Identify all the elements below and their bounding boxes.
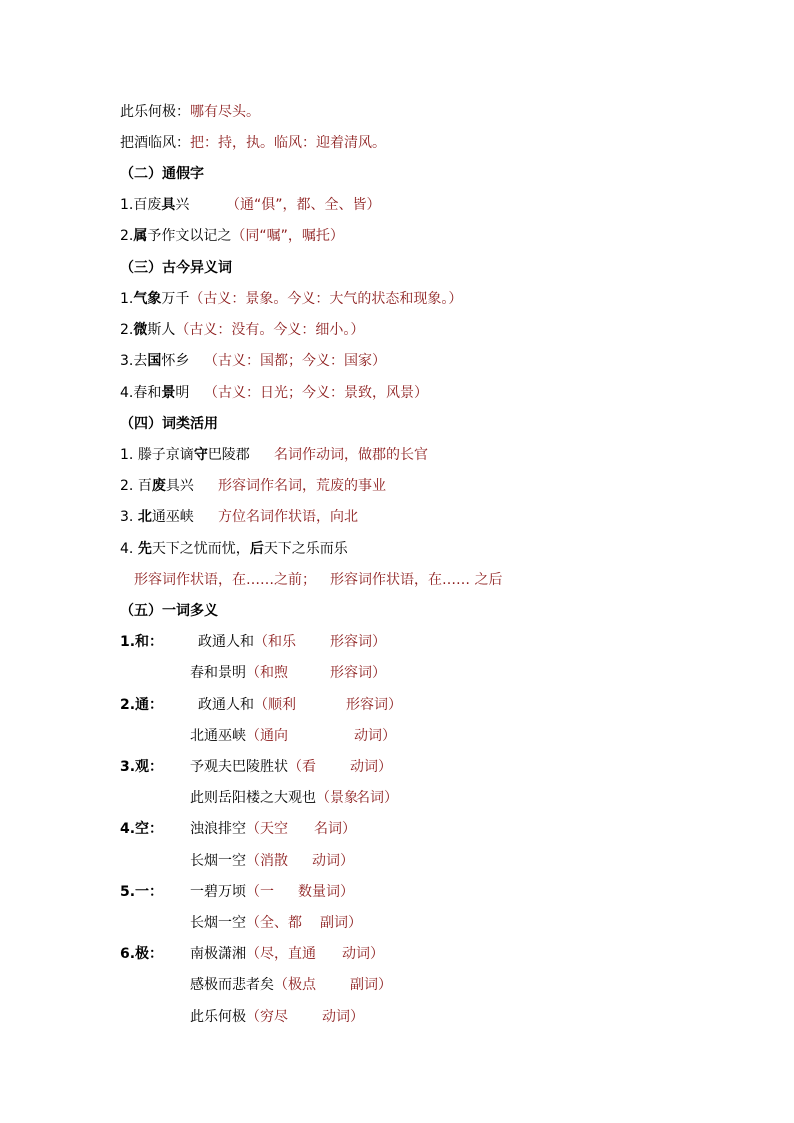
phrase: 予观夫巴陵胜状 (190, 759, 288, 775)
part-of-speech: 形容词） (330, 665, 386, 681)
note: （古义：国都；今义：国家） (204, 353, 386, 369)
item-number: 2. (120, 322, 134, 338)
polysemy-label: 1.和： (120, 634, 164, 650)
definition-line (120, 100, 260, 124)
text: 春和 (133, 385, 162, 401)
phrase: 长烟一空 (190, 853, 246, 869)
part-of-speech: 数量词） (298, 884, 354, 900)
polysemy-label: 2.通： (120, 697, 164, 713)
definition: 哪有尽头。 (190, 104, 260, 120)
text: 明 (175, 385, 190, 401)
item-number: 3. (120, 353, 134, 369)
text: 怀乡 (161, 353, 190, 369)
item-number: 1. (120, 291, 134, 307)
text: 巴陵郡 (207, 447, 250, 463)
phrase: 北通巫峡 (190, 728, 246, 744)
part-of-speech: 动词） (322, 1009, 364, 1025)
meaning: （和乐 (254, 634, 296, 650)
section-heading: （四）词类活用 (120, 416, 218, 432)
term: 此乐何极： (120, 104, 190, 120)
phrase: 政通人和 (198, 697, 254, 713)
polysemy-row (120, 880, 354, 904)
item-number: 1. (120, 447, 134, 463)
term: 把酒临风： (120, 135, 190, 151)
phrase: 政通人和 (198, 634, 254, 650)
item-number: 2. (120, 228, 134, 244)
polysemy-label: 6.极： (120, 946, 164, 962)
meaning: （全、都 (246, 915, 302, 931)
item-number: 1. (120, 197, 134, 213)
note: （古义：景象。今义：大气的状态和现象。） (189, 291, 463, 307)
item-number: 3. (120, 509, 134, 525)
meaning: （极点 (274, 977, 316, 993)
polysemy-row (120, 817, 356, 841)
meaning: （消散 (246, 853, 288, 869)
part-of-speech: 动词） (312, 853, 354, 869)
polysemy-label: 3.观： (120, 759, 164, 775)
meaning: （天空 (246, 821, 288, 837)
text: 天下之忧而忧， (151, 541, 250, 557)
item-number: 4. (120, 385, 134, 401)
text: 具兴 (165, 478, 194, 494)
item-number: 4. (120, 541, 134, 557)
note: （同“嘱”，嘱托） (231, 228, 344, 244)
list-item (120, 318, 364, 342)
polysemy-label: 4.空： (120, 821, 164, 837)
key-char: 北 (137, 509, 152, 525)
phrase: 春和景明 (190, 665, 246, 681)
text: 万千 (161, 291, 190, 307)
part-of-speech: 动词） (354, 728, 396, 744)
phrase: 此则岳阳楼之大观也 (190, 790, 316, 806)
key-char: 具 (161, 197, 176, 213)
note: 形容词作状语，在…… 之后 (330, 572, 503, 588)
text: 天下之乐而乐 (263, 541, 348, 557)
list-item (120, 537, 348, 561)
meaning: （通向 (246, 728, 288, 744)
key-char: 气象 (133, 291, 162, 307)
note: （古义：没有。今义：细小。） (175, 322, 365, 338)
section-heading: （五）一词多义 (120, 603, 218, 619)
section-heading: （三）古今异义词 (120, 260, 232, 276)
part-of-speech: 名词） (356, 790, 398, 806)
key-char: 微 (133, 322, 148, 338)
note-line (134, 568, 503, 592)
part-of-speech: 形容词） (346, 697, 402, 713)
text: 斯人 (147, 322, 176, 338)
meaning: （和煦 (246, 665, 288, 681)
phrase: 此乐何极 (190, 1009, 246, 1025)
part-of-speech: 名词） (314, 821, 356, 837)
part-of-speech: 副词） (350, 977, 392, 993)
phrase: 一碧万顷 (190, 884, 246, 900)
part-of-speech: 形容词） (330, 634, 386, 650)
list-item (120, 224, 344, 248)
list-item (120, 381, 428, 405)
polysemy-row (120, 755, 392, 779)
list-item (120, 193, 381, 217)
polysemy-row (120, 693, 402, 717)
key-char: 国 (147, 353, 162, 369)
meaning: （顺利 (254, 697, 296, 713)
text: 滕子京谪 (137, 447, 194, 463)
meaning: （一 (246, 884, 274, 900)
item-number: 2. (120, 478, 134, 494)
note: 形容词作状语，在……之前； (134, 572, 316, 588)
meaning: （景象 (316, 790, 358, 806)
note: 形容词作名词，荒废的事业 (218, 478, 386, 494)
text: 予作文以记之 (147, 228, 232, 244)
meaning: （看 (288, 759, 316, 775)
meaning: （尽，直通 (246, 946, 316, 962)
text: 百 (137, 478, 152, 494)
part-of-speech: 副词） (320, 915, 362, 931)
meaning: （穷尽 (246, 1009, 288, 1025)
key-char: 后 (249, 541, 264, 557)
key-char: 废 (151, 478, 166, 494)
text: 通巫峡 (151, 509, 194, 525)
note: （古义：日光；今义：景致，风景） (204, 385, 428, 401)
key-char: 守 (193, 447, 208, 463)
text: 去 (133, 353, 148, 369)
polysemy-row (120, 942, 384, 966)
note: 方位名词作状语，向北 (218, 509, 358, 525)
definition: 把：持，执。临风：迎着清风。 (190, 135, 386, 151)
phrase: 长烟一空 (190, 915, 246, 931)
list-item (120, 349, 386, 373)
part-of-speech: 动词） (350, 759, 392, 775)
key-char: 景 (161, 385, 176, 401)
text: 百废 (133, 197, 162, 213)
part-of-speech: 动词） (342, 946, 384, 962)
polysemy-row (120, 630, 386, 654)
definition-line (120, 131, 386, 155)
key-char: 属 (133, 228, 148, 244)
list-item (120, 443, 428, 467)
list-item (120, 287, 462, 311)
note: 名词作动词，做郡的长官 (274, 447, 428, 463)
section-heading: （二）通假字 (120, 166, 204, 182)
list-item (120, 474, 386, 498)
key-char: 先 (137, 541, 152, 557)
phrase: 南极潇湘 (190, 946, 246, 962)
phrase: 浊浪排空 (190, 821, 246, 837)
list-item (120, 505, 358, 529)
phrase: 感极而悲者矣 (190, 977, 274, 993)
text: 兴 (175, 197, 190, 213)
polysemy-label: 5.一： (120, 884, 164, 900)
note: （通“俱”，都、全、皆） (226, 197, 381, 213)
